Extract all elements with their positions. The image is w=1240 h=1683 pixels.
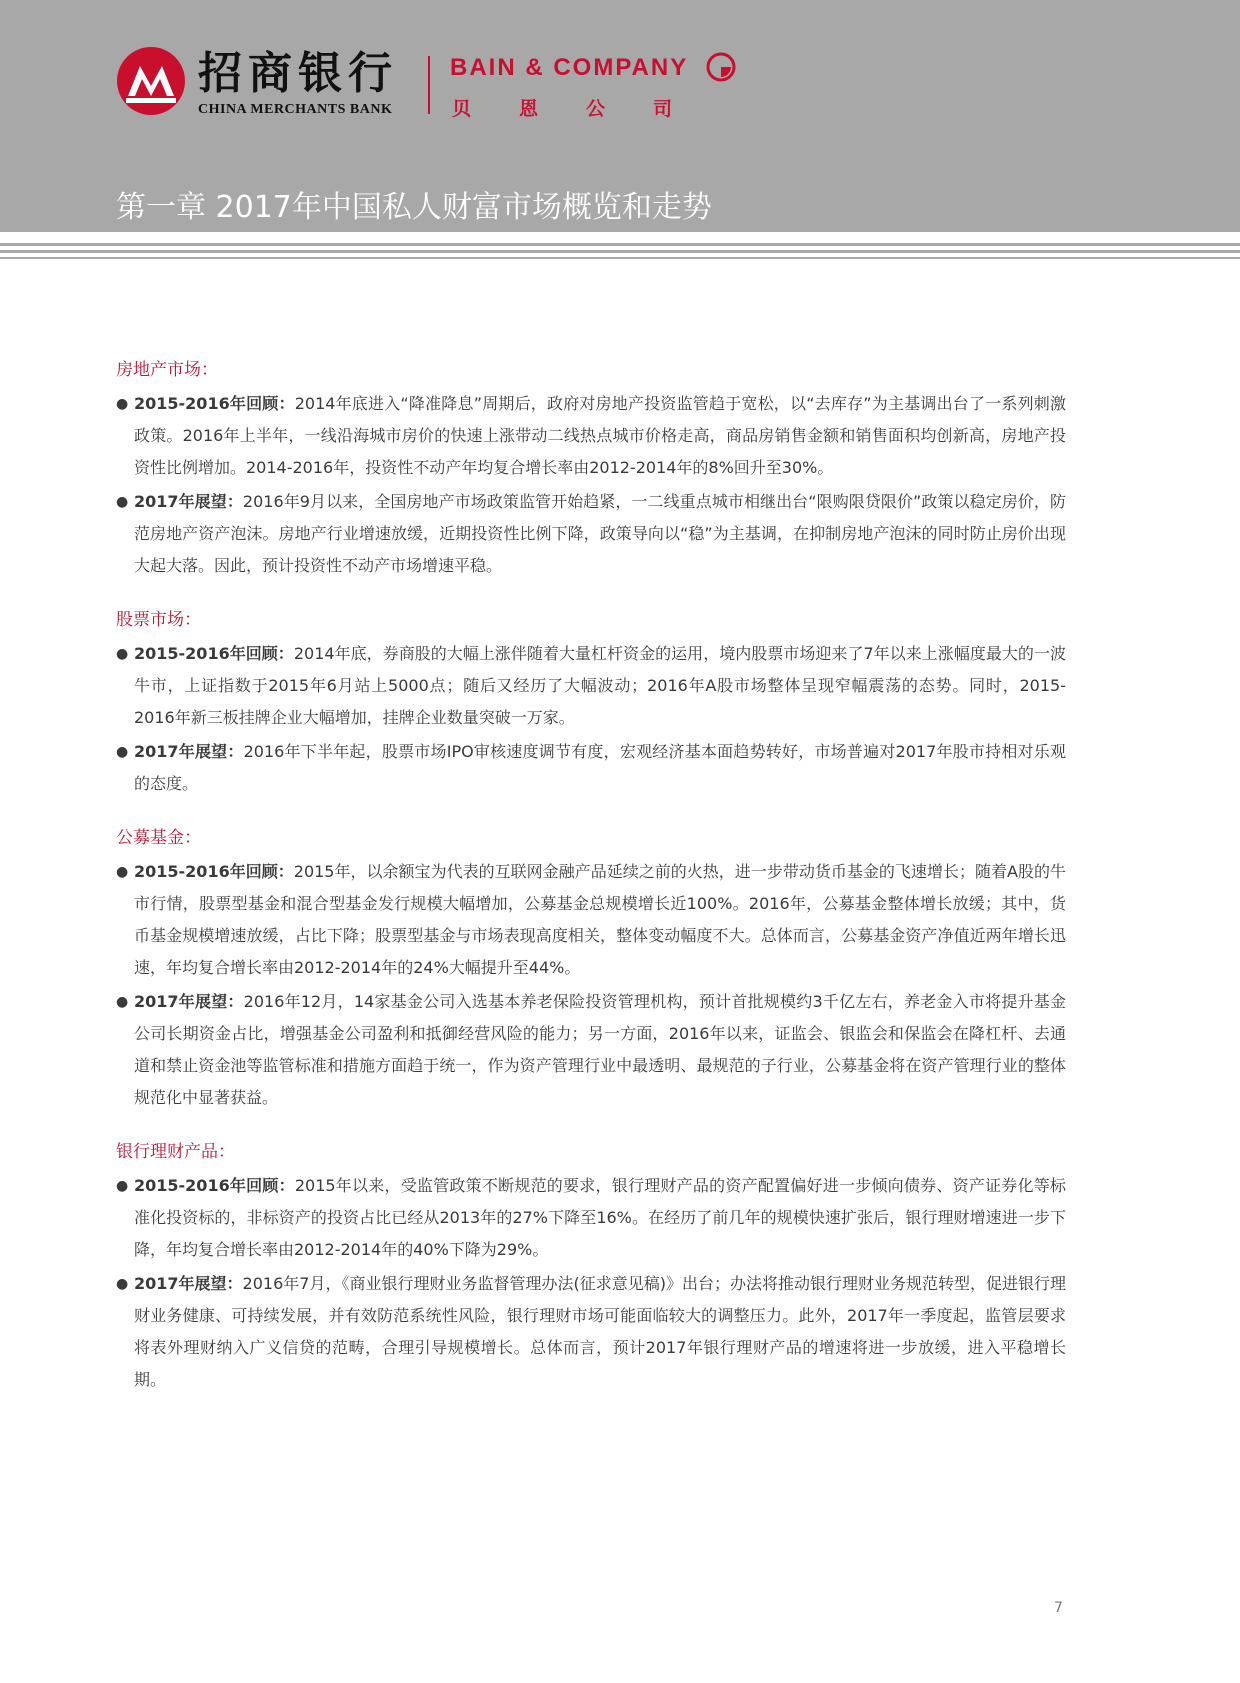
- list-item: [116, 736, 1066, 800]
- header-rule: [0, 250, 1240, 253]
- item-text: 2015年以来，受监管政策不断规范的要求，银行理财产品的资产配置偏好进一步倾向债券、资产证券化等标准化投资标的，非标资产的投资占比已经从2013年的27%下降至16%。在经历了前几年的规模快速扩张后，银行理财增速进一步下降，年均复合增长率由2012-2014年的40%下降为29%。: [134, 1176, 1066, 1259]
- list-item: [116, 486, 1066, 582]
- main-content: [116, 352, 1066, 1416]
- section-public-funds: [116, 820, 1066, 1114]
- item-label: 2015-2016年回顾：: [134, 644, 294, 663]
- list-item: [116, 638, 1066, 734]
- bain-name-en: BAIN & COMPANY: [450, 54, 689, 81]
- item-label: 2017年展望：: [134, 992, 244, 1011]
- list-item: [116, 1268, 1066, 1396]
- bain-logo-icon: [705, 51, 737, 83]
- cmb-name-cn: 招商银行: [198, 48, 398, 99]
- cmb-logo-icon: [116, 46, 186, 116]
- cmb-name-en: CHINA MERCHANTS BANK: [198, 102, 393, 117]
- section-stock-market: [116, 602, 1066, 800]
- section-title: 公募基金：: [116, 828, 201, 848]
- item-text: 2016年12月，14家基金公司入选基本养老保险投资管理机构，预计首批规模约3千亿左右，养老金入市将提升基金公司长期资金占比，增强基金公司盈利和抵御经营风险的能力；另一方面，2016年以来，证监会、银监会和保监会在降杠杆、去通道和禁止资金池等监管标准和措施方面趋于统一，作为资产管理行业中最透明、最规范的子行业，公募基金将在资产管理行业的整体规范化中显著获益。: [134, 992, 1066, 1107]
- bullet-icon: ●: [116, 864, 129, 880]
- bullet-icon: ●: [116, 744, 129, 760]
- item-text: 2014年底进入“降准降息”周期后，政府对房地产投资监管趋于宽松，以“去库存”为主基调出台了一系列刺激政策。2016年上半年，一线沿海城市房价的快速上涨带动二线热点城市价格走高，商品房销售金额和销售面积均创新高，房地产投资性比例增加。2014-2016年，投资性不动产年均复合增长率由2012-2014年的8%回升至30%。: [134, 394, 1066, 477]
- section-title: 股票市场：: [116, 610, 201, 630]
- item-label: 2015-2016年回顾：: [134, 862, 294, 881]
- section-title: 银行理财产品：: [116, 1142, 235, 1162]
- bullet-icon: ●: [116, 494, 129, 510]
- page-number: 7: [1054, 1600, 1063, 1616]
- list-item: [116, 986, 1066, 1114]
- list-item: [116, 388, 1066, 484]
- header-rule: [0, 243, 1240, 246]
- item-text: 2016年9月以来，全国房地产市场政策监管开始趋紧，一二线重点城市相继出台“限购限贷限价”政策以稳定房价，防范房地产资产泡沫。房地产行业增速放缓，近期投资性比例下降，政策导向以“稳”为主基调，在抑制房地产泡沫的同时防止房价出现大起大落。因此，预计投资性不动产市场增速平稳。: [134, 492, 1066, 575]
- section-bank-wealth-products: [116, 1134, 1066, 1396]
- bullet-icon: ●: [116, 994, 129, 1010]
- section-real-estate: [116, 352, 1066, 582]
- bullet-icon: ●: [116, 646, 129, 662]
- header-rule: [0, 257, 1240, 259]
- item-label: 2015-2016年回顾：: [134, 1176, 295, 1195]
- list-item: [116, 1170, 1066, 1266]
- page-header: [0, 0, 1240, 232]
- item-text: 2015年，以余额宝为代表的互联网金融产品延续之前的火热，进一步带动货币基金的飞速增长；随着A股的牛市行情，股票型基金和混合型基金发行规模大幅增加，公募基金总规模增长近100%。2016年，公募基金整体增长放缓；其中，货币基金规模增速放缓，占比下降；股票型基金与市场表现高度相关，整体变动幅度不大。总体而言，公募基金资产净值近两年增长迅速，年均复合增长率由2012-2014年的24%大幅提升至44%。: [134, 862, 1066, 977]
- item-label: 2015-2016年回顾：: [134, 394, 295, 413]
- list-item: [116, 856, 1066, 984]
- item-label: 2017年展望：: [134, 492, 243, 511]
- bullet-icon: ●: [116, 1276, 129, 1292]
- logo-divider: [428, 56, 430, 114]
- chapter-title: 第一章 2017年中国私人财富市场概览和走势: [116, 190, 712, 225]
- item-text: 2014年底，券商股的大幅上涨伴随着大量杠杆资金的运用，境内股票市场迎来了7年以来上涨幅度最大的一波牛市，上证指数于2015年6月站上5000点；随后又经历了大幅波动；2016年A股市场整体呈现窄幅震荡的态势。同时，2015-2016年新三板挂牌企业大幅增加，挂牌企业数量突破一万家。: [134, 644, 1066, 727]
- bullet-icon: ●: [116, 396, 129, 412]
- item-text: 2016年7月，《商业银行理财业务监督管理办法(征求意见稿)》出台；办法将推动银行理财业务规范转型，促进银行理财业务健康、可持续发展，并有效防范系统性风险，银行理财市场可能面临较大的调整压力。此外，2017年一季度起，监管层要求将表外理财纳入广义信贷的范畴，合理引导规模增长。总体而言，预计2017年银行理财产品的增速将进一步放缓，进入平稳增长期。: [134, 1274, 1066, 1389]
- item-label: 2017年展望：: [134, 1274, 243, 1293]
- bain-name-cn: 贝恩公司: [452, 98, 721, 120]
- item-text: 2016年下半年起，股票市场IPO审核速度调节有度，宏观经济基本面趋势转好，市场普遍对2017年股市持相对乐观的态度。: [134, 742, 1066, 793]
- bullet-icon: ●: [116, 1178, 129, 1194]
- section-title: 房地产市场：: [116, 360, 218, 380]
- item-label: 2017年展望：: [134, 742, 244, 761]
